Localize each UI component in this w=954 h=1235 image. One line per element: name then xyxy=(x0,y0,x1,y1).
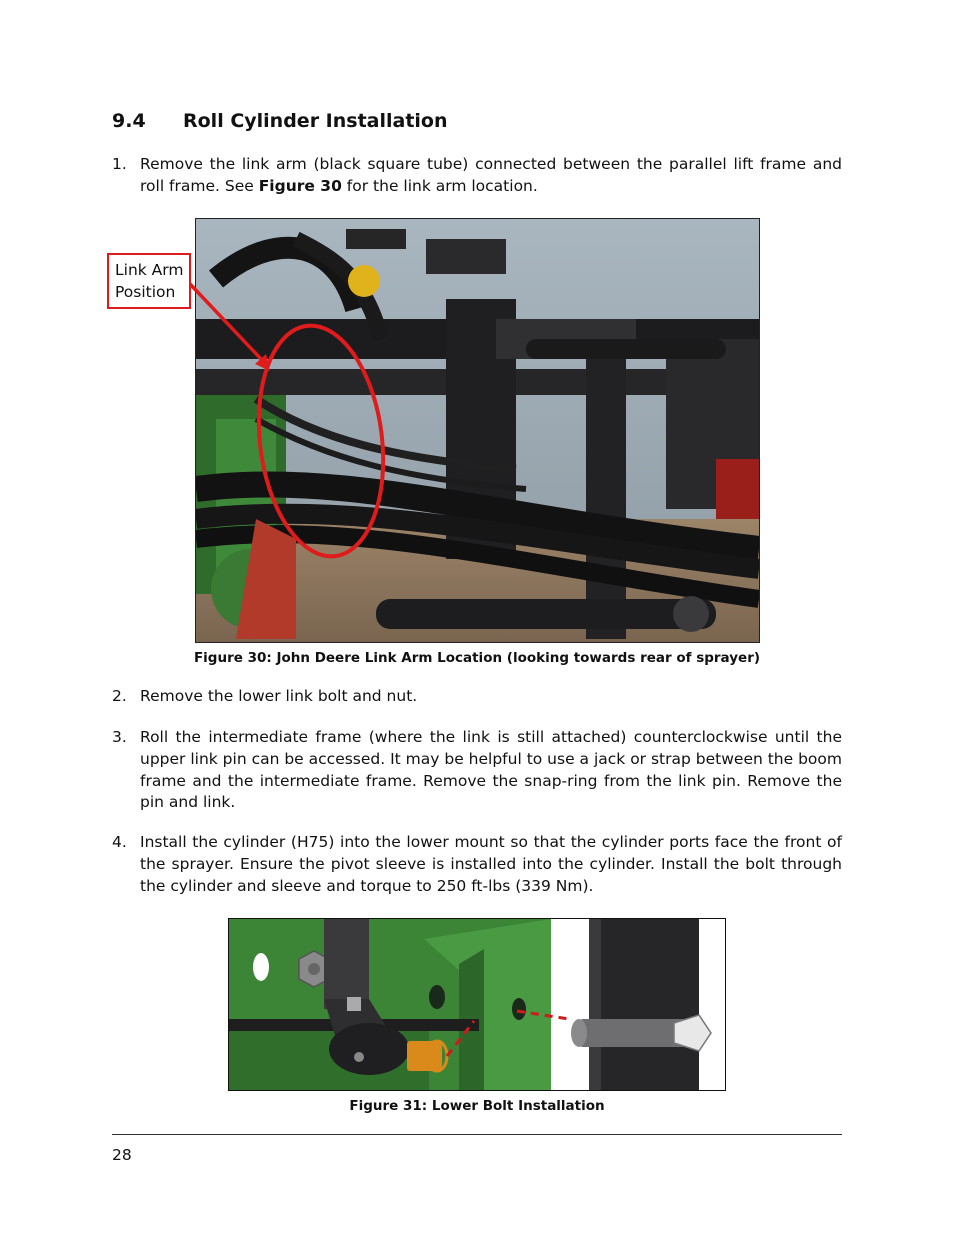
figure-30-photo xyxy=(195,218,760,643)
step-text: Install the cylinder (H75) into the lower mount so that the cylinder ports face the front of the sprayer. Ensure the pivot sleeve is installed into the cylinder. Install the bolt through the cylinder and sleeve and torque to 250 ft-lbs (339 Nm). xyxy=(140,833,842,895)
step-number: 2. xyxy=(112,687,127,705)
step-2 xyxy=(112,686,842,708)
link-arm-callout xyxy=(107,253,191,309)
step-number: 4. xyxy=(112,833,127,851)
callout-line-1: Link Arm xyxy=(115,261,184,279)
figure-reference: Figure 30 xyxy=(258,176,342,195)
step-number: 3. xyxy=(112,728,127,746)
page-number: 28 xyxy=(112,1146,132,1164)
step-1 xyxy=(112,154,842,198)
figure-30-caption: Figure 30: John Deere Link Arm Location (looking towards rear of sprayer) xyxy=(193,650,761,666)
step-text xyxy=(140,154,842,198)
section-number: 9.4 xyxy=(112,110,146,132)
step-text: Remove the lower link bolt and nut. xyxy=(140,687,418,705)
section-title: Roll Cylinder Installation xyxy=(183,110,448,132)
step-text-part: for the link arm location. xyxy=(341,176,538,195)
step-3 xyxy=(112,727,842,814)
step-text-part: Remove the link arm (black square tube) connected between the parallel lift frame and roll frame. See xyxy=(140,155,842,195)
figure-31-caption: Figure 31: Lower Bolt Installation xyxy=(349,1098,605,1114)
step-4 xyxy=(112,832,842,897)
callout-line-2: Position xyxy=(115,283,176,301)
lower-bolt-diagram xyxy=(229,919,725,1090)
step-number: 1. xyxy=(112,155,127,173)
link-arm-highlight-ellipse xyxy=(196,219,759,642)
section-heading xyxy=(112,110,448,132)
footer-divider xyxy=(112,1134,842,1135)
step-text: Roll the intermediate frame (where the link is still attached) counterclockwise until the upper link pin can be accessed. It may be helpful to use a jack or strap between the boom frame and the intermediate frame. Remove the snap-ring from the link pin. Remove the pin and link. xyxy=(140,728,842,812)
figure-31-illustration xyxy=(228,918,726,1091)
